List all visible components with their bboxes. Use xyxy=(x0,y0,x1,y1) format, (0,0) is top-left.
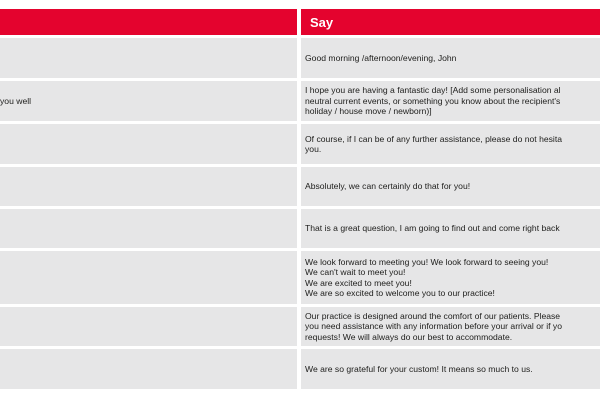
row-left-cell xyxy=(0,124,297,164)
row-say-text: Of course, if I can be of any further assistance, please do not hesita you. xyxy=(305,133,563,154)
do-say-table xyxy=(0,9,600,392)
table-row xyxy=(0,307,600,346)
row-left-cell xyxy=(0,251,297,304)
row-left-cell xyxy=(0,167,297,206)
row-say-cell xyxy=(301,81,600,121)
row-left-cell xyxy=(0,38,297,78)
table-row xyxy=(0,209,600,248)
row-say-text: Our practice is designed around the comfort of our patients. Please you need assistance with any information before your arrival or if yo requests! We will always do our best to accommodate. xyxy=(305,310,562,342)
row-left-text: you well xyxy=(0,96,32,106)
table-row xyxy=(0,81,600,121)
row-say-text: I hope you are having a fantastic day! [Add some personalisation al neutral current events, or something you know about the recipient's holiday / house move / newborn)] xyxy=(305,85,561,117)
row-say-cell xyxy=(301,251,600,304)
row-say-cell xyxy=(301,38,600,78)
row-say-text: Good morning /afternoon/evening, John xyxy=(305,52,457,63)
row-say-cell xyxy=(301,167,600,206)
row-left-cell xyxy=(0,307,297,346)
table-header-row xyxy=(0,9,600,35)
table-row xyxy=(0,251,600,304)
row-say-cell xyxy=(301,124,600,164)
header-say-cell xyxy=(301,9,600,35)
header-do-cell xyxy=(0,9,297,35)
table-row xyxy=(0,124,600,164)
row-say-text: We are so grateful for your custom! It means so much to us. xyxy=(305,363,533,374)
row-say-cell xyxy=(301,209,600,248)
table-row xyxy=(0,38,600,78)
row-left-cell xyxy=(0,209,297,248)
row-say-text: We look forward to meeting you! We look forward to seeing you! We can't wait to meet you! We are excited to meet you! We are so excited to welcome you to our practice! xyxy=(305,256,549,298)
row-left-cell xyxy=(0,81,297,121)
table-row xyxy=(0,167,600,206)
row-say-cell xyxy=(301,307,600,346)
header-say-label: Say xyxy=(310,14,334,30)
row-say-text: That is a great question, I am going to find out and come right back xyxy=(305,223,560,234)
table-row xyxy=(0,349,600,389)
row-left-cell xyxy=(0,349,297,389)
row-say-text: Absolutely, we can certainly do that for you! xyxy=(305,181,471,192)
row-say-cell xyxy=(301,349,600,389)
